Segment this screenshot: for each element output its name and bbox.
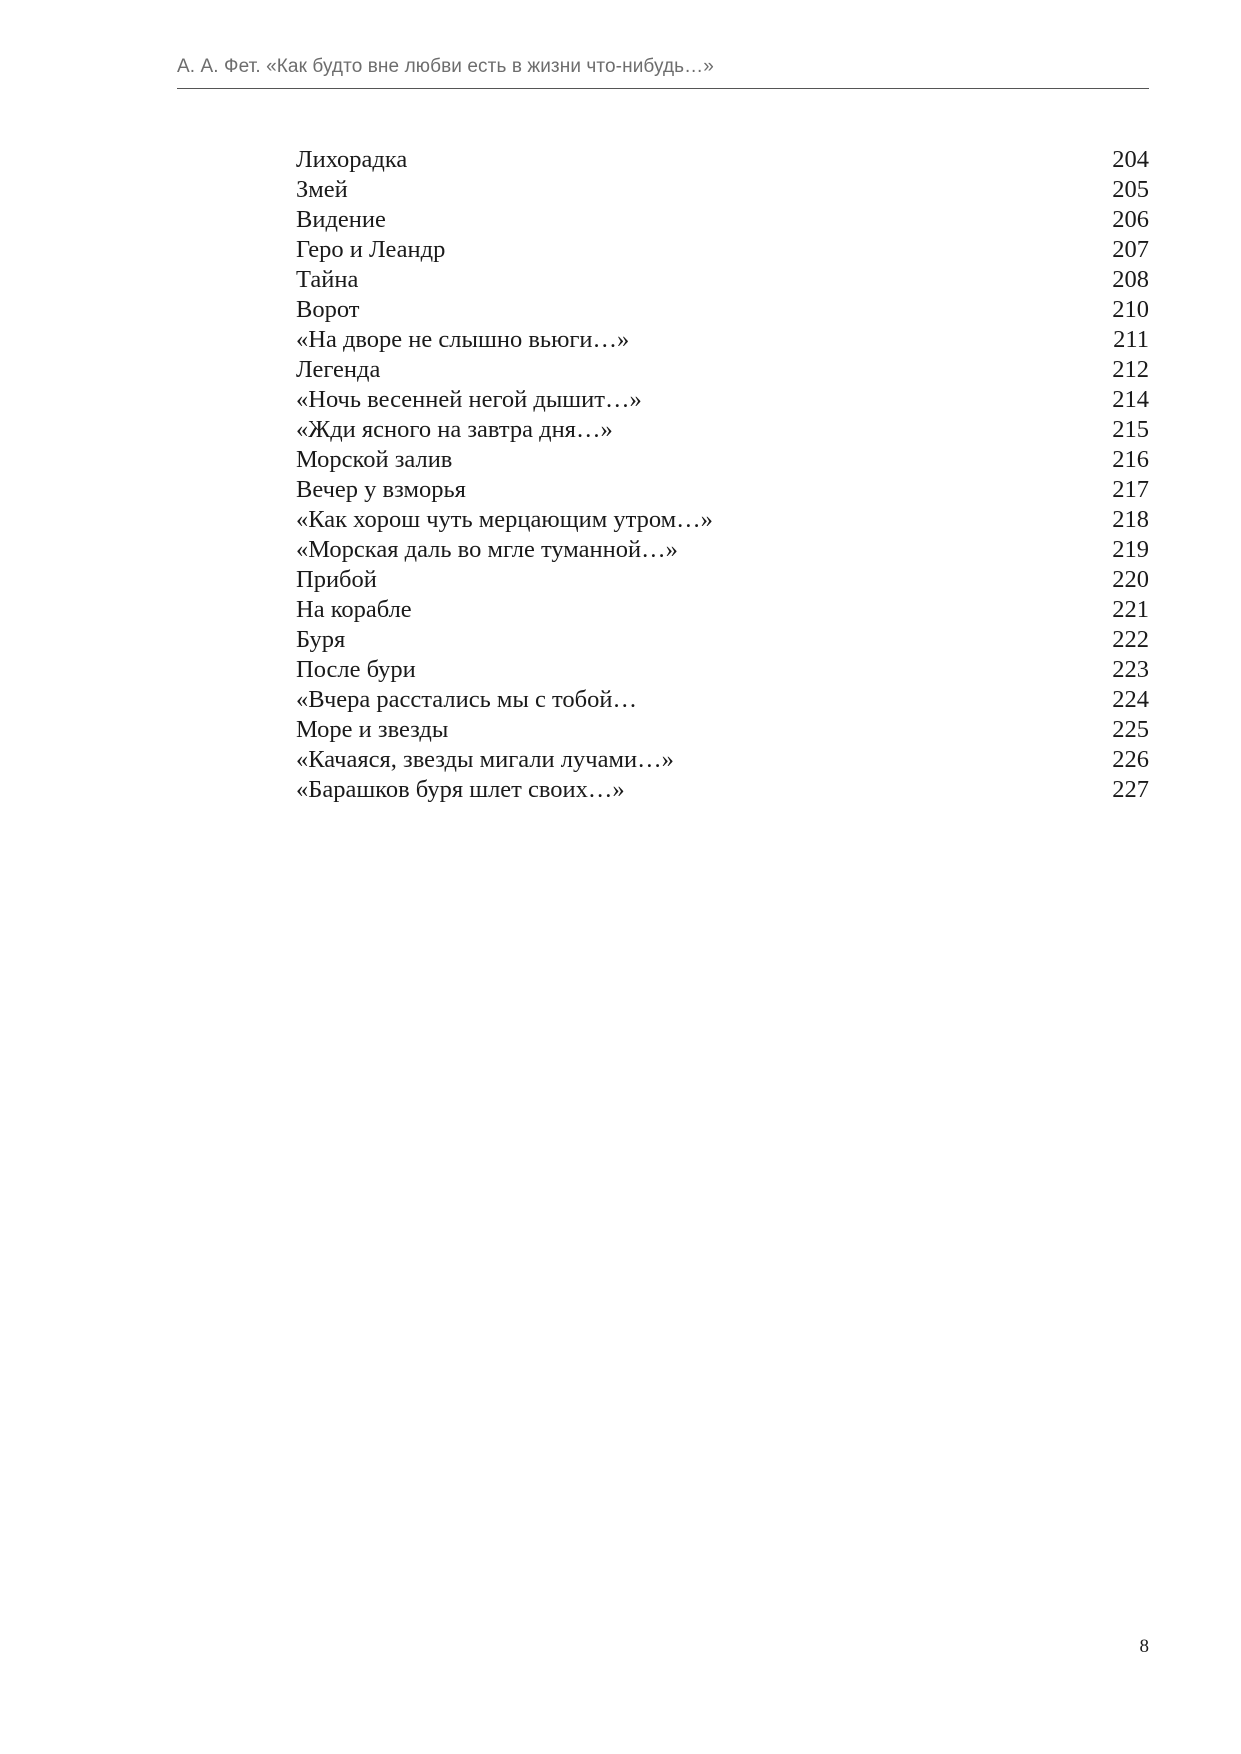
page-number: 8	[1139, 1636, 1149, 1657]
toc-entry-page: 226	[1112, 746, 1149, 773]
toc-entry-page: 216	[1112, 446, 1149, 473]
toc-entry[interactable]	[296, 205, 1149, 235]
toc-entry[interactable]	[296, 505, 1149, 535]
toc-entry-page: 206	[1112, 206, 1149, 233]
toc-entry-page: 207	[1112, 236, 1149, 263]
toc-entry-title: «Барашков буря шлет своих…»	[296, 776, 625, 803]
toc-entry[interactable]	[296, 745, 1149, 775]
toc-entry[interactable]	[296, 715, 1149, 745]
running-header: А. А. Фет. «Как будто вне любви есть в жизни что-нибудь…»	[177, 56, 714, 77]
toc-entry-title: Видение	[296, 206, 386, 233]
toc-entry[interactable]	[296, 685, 1149, 715]
toc-entry-page: 205	[1112, 176, 1149, 203]
toc-entry[interactable]	[296, 325, 1149, 355]
toc-entry-title: После бури	[296, 656, 416, 683]
toc-entry-title: «Жди ясного на завтра дня…»	[296, 416, 613, 443]
toc-entry[interactable]	[296, 625, 1149, 655]
toc-entry[interactable]	[296, 265, 1149, 295]
toc-entry-title: «Как хорош чуть мерцающим утром…»	[296, 506, 713, 533]
toc-entry[interactable]	[296, 655, 1149, 685]
toc-entry[interactable]	[296, 445, 1149, 475]
toc-entry[interactable]	[296, 475, 1149, 505]
toc-entry[interactable]	[296, 535, 1149, 565]
toc-entry-page: 222	[1112, 626, 1149, 653]
toc-entry[interactable]	[296, 295, 1149, 325]
header-divider	[177, 88, 1149, 89]
toc-entry-page: 218	[1112, 506, 1149, 533]
toc-entry-page: 211	[1113, 326, 1149, 353]
toc-entry-title: Буря	[296, 626, 346, 653]
toc-entry-title: Прибой	[296, 566, 377, 593]
toc-entry-page: 227	[1112, 776, 1149, 803]
toc-entry-page: 223	[1112, 656, 1149, 683]
toc-entry[interactable]	[296, 355, 1149, 385]
toc-entry-page: 220	[1112, 566, 1149, 593]
toc-entry-page: 225	[1112, 716, 1149, 743]
toc-entry-title: «Ночь весенней негой дышит…»	[296, 386, 642, 413]
toc-entry-title: Тайна	[296, 266, 359, 293]
toc-entry-page: 208	[1112, 266, 1149, 293]
toc-entry-title: Вечер у взморья	[296, 476, 466, 503]
toc-entry-title: Змей	[296, 176, 348, 203]
toc-entry[interactable]	[296, 145, 1149, 175]
toc-entry-title: «Качаяся, звезды мигали лучами…»	[296, 746, 674, 773]
toc-entry[interactable]	[296, 175, 1149, 205]
toc-entry-page: 221	[1112, 596, 1149, 623]
toc-entry-title: «Вчера расстались мы с тобой…	[296, 686, 637, 713]
toc-entry[interactable]	[296, 385, 1149, 415]
toc-entry-title: Геро и Леандр	[296, 236, 446, 263]
toc-entry-title: «Морская даль во мгле туманной…»	[296, 536, 678, 563]
toc-entry-page: 217	[1112, 476, 1149, 503]
toc-entry-page: 204	[1112, 146, 1149, 173]
toc-entry-title: Лихорадка	[296, 146, 408, 173]
toc-entry-page: 224	[1112, 686, 1149, 713]
toc-entry-page: 219	[1112, 536, 1149, 563]
toc-entry-title: Море и звезды	[296, 716, 449, 743]
toc-entry[interactable]	[296, 415, 1149, 445]
toc-entry-title: Морской залив	[296, 446, 453, 473]
toc-entry-page: 215	[1112, 416, 1149, 443]
table-of-contents	[296, 145, 1149, 805]
toc-entry-title: На корабле	[296, 596, 412, 623]
toc-entry-page: 212	[1112, 356, 1149, 383]
toc-entry[interactable]	[296, 775, 1149, 805]
toc-entry-title: «На дворе не слышно вьюги…»	[296, 326, 630, 353]
toc-entry[interactable]	[296, 565, 1149, 595]
toc-entry-page: 214	[1112, 386, 1149, 413]
toc-entry-title: Ворот	[296, 296, 360, 323]
toc-entry[interactable]	[296, 595, 1149, 625]
toc-entry[interactable]	[296, 235, 1149, 265]
toc-entry-page: 210	[1112, 296, 1149, 323]
toc-entry-title: Легенда	[296, 356, 381, 383]
